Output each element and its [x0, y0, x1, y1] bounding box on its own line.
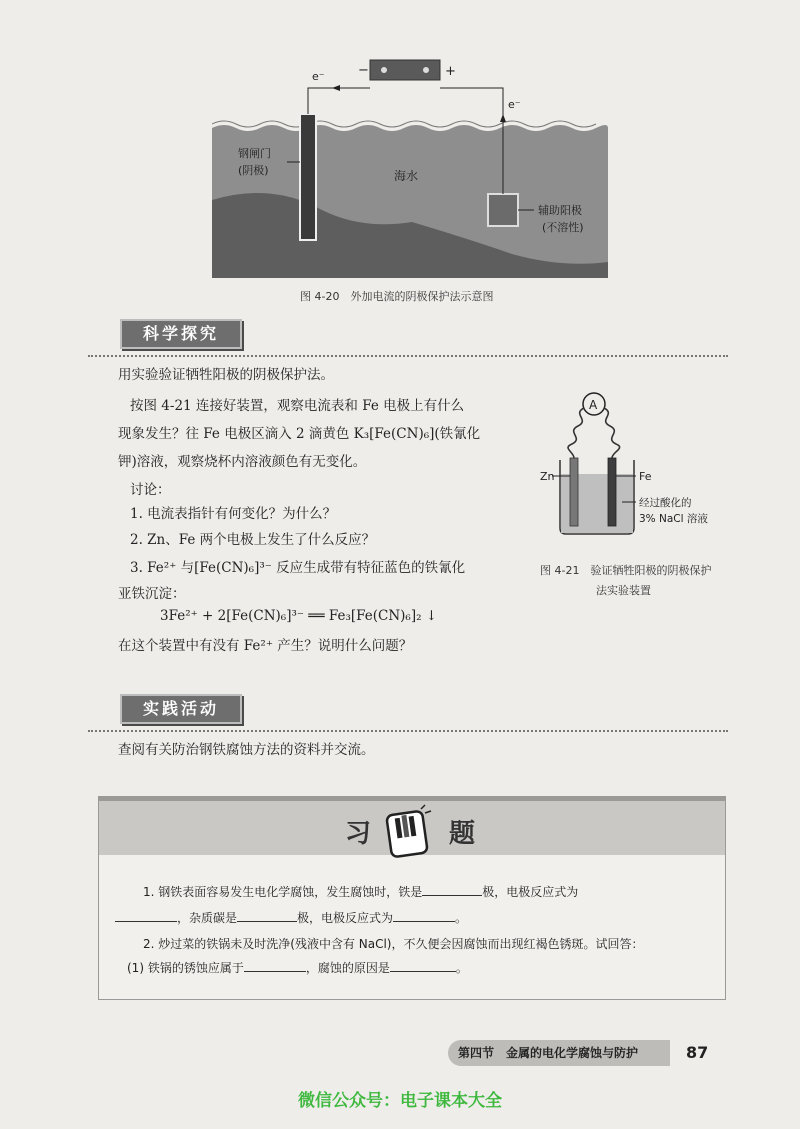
science-para-line2: 现象发生？往 Fe 电极区滴入 2 滴黄色 K₃[Fe(CN)₆](铁氰化: [118, 426, 481, 442]
science-conclusion: 在这个装置中有没有 Fe²⁺ 产生？说明什么问题？: [118, 638, 413, 654]
figure-4-20-cathodic-protection-diagram: [212, 50, 608, 278]
practice-activity-heading: 实践活动: [120, 694, 242, 724]
exercise-2-1-text-c: 。: [455, 961, 468, 975]
exercise-2-1-text-b: ，腐蚀的原因是: [305, 961, 390, 975]
dotted-divider: [88, 355, 728, 357]
exercise-1-text-e: 。: [455, 911, 468, 925]
exercise-1-text-b: 极，电极反应式为: [482, 885, 579, 899]
exercise-1-text-c: ，杂质碳是: [177, 911, 238, 925]
power-supply: [370, 60, 440, 80]
chemical-equation: 3Fe²⁺ + 2[Fe(CN)₆]³⁻ ══ Fe₃[Fe(CN)₆]₂ ↓: [160, 608, 438, 624]
insoluble-label: (不溶性): [542, 221, 584, 234]
exercises-title-left: 习: [345, 819, 372, 849]
exercise-1-blank-4[interactable]: [393, 909, 455, 922]
electron-label-left: e⁻: [312, 70, 325, 83]
cathode-label: (阴极): [238, 164, 269, 177]
zn-label: Zn: [540, 470, 555, 483]
sea-label: 海水: [394, 169, 419, 183]
exercise-2: 2. 炒过菜的铁锅未及时洗净(残液中含有 NaCl)，不久便会因腐蚀而出现红褐色锈斑。试回答：: [143, 937, 644, 951]
practice-activity-text: 查阅有关防治钢铁腐蚀方法的资料并交流。: [118, 742, 375, 758]
exercise-2-1: [127, 959, 468, 976]
figure-4-21-caption-line1: 图 4-21 验证牺牲阳极的阴极保护: [540, 564, 712, 577]
exercise-2-1-text-a: (1) 铁锅的锈蚀应属于: [127, 961, 244, 975]
exercise-1-text-d: 极，电极反应式为: [297, 911, 394, 925]
fe-label: Fe: [639, 470, 652, 483]
page-number: 87: [686, 1043, 709, 1062]
electron-label-right: e⁻: [508, 98, 521, 111]
question-2: 2. Zn、Fe 两个电极上发生了什么反应？: [130, 532, 376, 548]
figure-4-21-caption-line2: 法实验装置: [596, 584, 651, 597]
exercise-1-blank-3[interactable]: [237, 909, 297, 922]
exercise-1-line1: [143, 883, 578, 900]
question-3-line2: 亚铁沉淀：: [118, 586, 186, 602]
exercise-1-blank-2[interactable]: [115, 909, 177, 922]
plus-label: +: [445, 64, 456, 79]
exercise-1-text-a: 1. 钢铁表面容易发生电化学腐蚀，发生腐蚀时，铁是: [143, 885, 423, 899]
figure-4-21-experiment-apparatus: [538, 390, 728, 540]
dotted-divider: [88, 730, 728, 732]
exercises-box: [98, 796, 726, 1000]
figure-4-20-caption: 图 4-20 外加电流的阴极保护法示意图: [300, 290, 494, 303]
notebook-pencil-icon: [381, 803, 437, 859]
anode-label: 辅助阳极: [538, 204, 582, 217]
wechat-watermark: 微信公众号：电子课本大全: [298, 1091, 502, 1111]
solution-label-line2: 3% NaCl 溶液: [639, 513, 708, 525]
science-para-line3: 钾)溶液，观察烧杯内溶液颜色有无变化。: [118, 454, 367, 470]
exercise-1-blank-1[interactable]: [422, 883, 482, 896]
exercise-2-1-blank-2[interactable]: [390, 959, 456, 972]
exercise-2-1-blank-1[interactable]: [244, 959, 306, 972]
question-3-line1: 3. Fe²⁺ 与[Fe(CN)₆]³⁻ 反应生成带有特征蓝色的铁氰化: [130, 560, 466, 576]
science-inquiry-heading: 科学探究: [120, 319, 242, 349]
discussion-label: 讨论：: [130, 482, 171, 498]
exercise-1-line2: [115, 909, 467, 926]
section-footer: 第四节 金属的电化学腐蚀与防护: [448, 1040, 670, 1066]
question-1: 1. 电流表指针有何变化？为什么？: [130, 506, 337, 522]
science-para-line1: 按图 4-21 连接好装置，观察电流表和 Fe 电极上有什么: [130, 398, 465, 414]
exercises-title-right: 题: [449, 819, 476, 849]
gate-label: 钢闸门: [238, 147, 271, 160]
zn-electrode: [570, 458, 578, 526]
fe-electrode: [608, 458, 616, 526]
solution-label-line1: 经过酸化的: [639, 497, 692, 509]
minus-label: −: [358, 63, 369, 78]
steel-gate: [300, 114, 316, 240]
auxiliary-anode: [488, 194, 518, 226]
science-intro: 用实验验证牺牲阳极的阴极保护法。: [118, 367, 334, 383]
ammeter-label: A: [589, 398, 598, 412]
